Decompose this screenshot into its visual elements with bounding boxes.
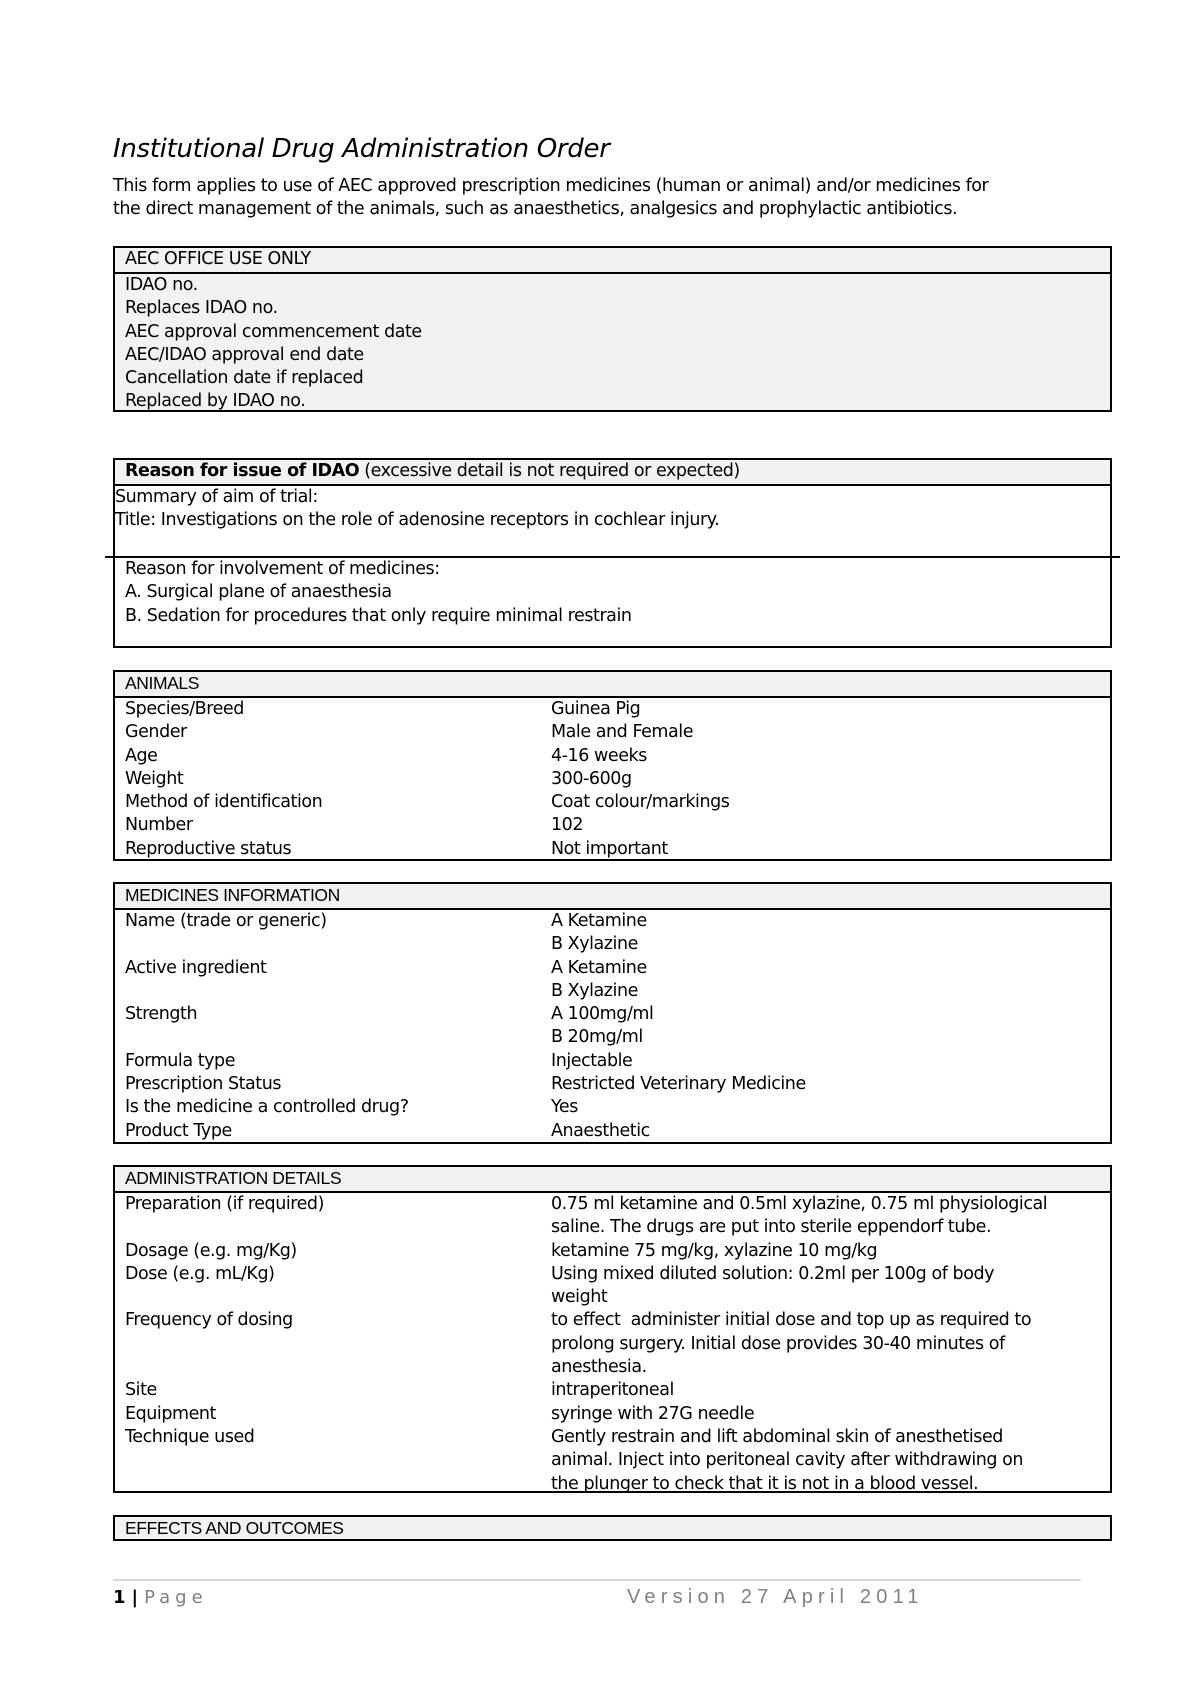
value-line: B Xylazine	[551, 934, 638, 955]
row-label: Method of identification	[125, 792, 323, 813]
administration-row	[125, 1309, 1100, 1379]
medicines-row	[125, 1050, 1100, 1073]
row-value	[551, 1263, 1100, 1310]
effects-box	[113, 1515, 1112, 1541]
row-label: Frequency of dosing	[125, 1310, 293, 1331]
summary-title: Title: Investigations on the role of adenosine receptors in cochlear injury.	[115, 510, 720, 531]
value-line: B Xylazine	[551, 980, 638, 1001]
value-line: anesthesia.	[551, 1357, 647, 1378]
value-line: weight	[551, 1287, 608, 1308]
row-value	[551, 1309, 1100, 1379]
row-value: Not important	[551, 838, 668, 859]
medicines-row	[125, 1096, 1100, 1119]
row-value: intraperitoneal	[551, 1380, 674, 1401]
row-value: 102	[551, 815, 584, 836]
value-line: A Ketamine	[551, 957, 647, 978]
row-label: Is the medicine a controlled drug?	[125, 1097, 409, 1118]
row-label: Name (trade or generic)	[125, 911, 327, 931]
medicines-box	[113, 882, 1112, 1144]
animals-row	[125, 791, 1100, 814]
page-separator: |	[131, 1587, 139, 1608]
administration-header: ADMINISTRATION DETAILS	[115, 1167, 1110, 1193]
row-label: Gender	[125, 722, 187, 743]
row-label: Reproductive status	[125, 838, 292, 859]
intro-line: This form applies to use of AEC approved prescription medicines (human or animal) and/or medicines for	[113, 176, 989, 196]
row-value: Injectable	[551, 1050, 633, 1071]
involvement-item: A. Surgical plane of anaesthesia	[125, 582, 392, 603]
effects-header: EFFECTS AND OUTCOMES	[115, 1517, 1110, 1539]
animals-row	[125, 768, 1100, 791]
intro-text	[113, 175, 1113, 221]
office-use-header: AEC OFFICE USE ONLY	[115, 248, 1110, 274]
row-value: Male and Female	[551, 722, 694, 743]
animals-rows	[115, 698, 1110, 861]
value-line: A 100mg/ml	[551, 1004, 654, 1025]
row-label: Dose (e.g. mL/Kg)	[125, 1263, 275, 1284]
row-label: Equipment	[125, 1403, 216, 1424]
involvement-section	[115, 558, 1110, 628]
value-line: saline. The drugs are put into sterile eppendorf tube.	[551, 1217, 992, 1238]
row-label: Site	[125, 1380, 157, 1401]
medicines-row	[125, 1003, 1100, 1050]
involvement-item: B. Sedation for procedures that only require minimal restrain	[125, 605, 632, 626]
intro-line: the direct management of the animals, such as anaesthetics, analgesics and prophylactic antibiotics.	[113, 199, 958, 219]
animals-row	[125, 698, 1100, 721]
medicines-row	[125, 1120, 1100, 1143]
row-label: Number	[125, 815, 193, 836]
row-label: Prescription Status	[125, 1074, 282, 1095]
administration-box	[113, 1165, 1112, 1493]
field-replaces-idao: Replaces IDAO no.	[125, 298, 278, 319]
value-line: animal. Inject into peritoneal cavity after withdrawing on	[551, 1450, 1024, 1471]
row-value: Anaesthetic	[551, 1120, 650, 1141]
row-label: Preparation (if required)	[125, 1194, 324, 1214]
value-line: 0.75 ml ketamine and 0.5ml xylazine, 0.75 ml physiological	[551, 1194, 1048, 1214]
animals-row	[125, 745, 1100, 768]
reason-header-title: Reason for issue of IDAO	[125, 461, 360, 481]
row-label: Dosage (e.g. mg/Kg)	[125, 1240, 297, 1261]
medicines-header: MEDICINES INFORMATION	[115, 884, 1110, 910]
value-line: Gently restrain and lift abdominal skin of anesthetised	[551, 1426, 1003, 1447]
row-label: Product Type	[125, 1120, 232, 1141]
field-end-date: AEC/IDAO approval end date	[125, 344, 364, 365]
footer-page-number	[113, 1587, 208, 1608]
office-use-fields	[115, 274, 1110, 414]
medicines-row	[125, 910, 1100, 957]
row-value: syringe with 27G needle	[551, 1403, 755, 1424]
animals-row	[125, 721, 1100, 744]
row-label: Formula type	[125, 1050, 236, 1071]
field-idao-no: IDAO no.	[125, 275, 198, 295]
medicines-row	[125, 1073, 1100, 1096]
administration-row	[125, 1426, 1100, 1496]
medicines-rows	[115, 910, 1110, 1143]
administration-row	[125, 1240, 1100, 1263]
animals-header: ANIMALS	[115, 672, 1110, 698]
row-value: ketamine 75 mg/kg, xylazine 10 mg/kg	[551, 1240, 878, 1261]
row-value: Restricted Veterinary Medicine	[551, 1074, 806, 1095]
row-label: Strength	[125, 1004, 198, 1025]
administration-row	[125, 1403, 1100, 1426]
row-label: Technique used	[125, 1426, 255, 1447]
page-number: 1	[113, 1587, 126, 1608]
field-cancellation-date: Cancellation date if replaced	[125, 368, 364, 389]
summary-section	[105, 486, 1120, 558]
row-value	[551, 957, 1100, 1004]
reason-box	[113, 458, 1112, 648]
field-commencement-date: AEC approval commencement date	[125, 321, 422, 342]
administration-row	[125, 1263, 1100, 1310]
row-value: Coat colour/markings	[551, 792, 730, 813]
office-use-box	[113, 246, 1112, 412]
administration-row	[125, 1379, 1100, 1402]
value-line: to effect administer initial dose and top up as required to	[551, 1310, 1032, 1331]
footer-divider	[113, 1579, 1081, 1581]
row-value: Yes	[551, 1097, 578, 1118]
animals-box	[113, 670, 1112, 861]
summary-label: Summary of aim of trial:	[115, 487, 318, 507]
row-label: Age	[125, 745, 158, 766]
value-line: prolong surgery. Initial dose provides 30-40 minutes of	[551, 1333, 1005, 1354]
field-replaced-by: Replaced by IDAO no.	[125, 391, 306, 412]
row-value	[551, 1426, 1100, 1496]
row-value: 300-600g	[551, 768, 632, 789]
document-title: Institutional Drug Administration Order	[113, 134, 610, 164]
administration-rows	[115, 1193, 1110, 1496]
reason-header	[115, 460, 1110, 486]
row-value	[551, 1003, 1100, 1050]
value-line: Using mixed diluted solution: 0.2ml per 100g of body	[551, 1263, 995, 1284]
administration-row	[125, 1193, 1100, 1240]
animals-row	[125, 838, 1100, 861]
involvement-label: Reason for involvement of medicines:	[125, 559, 440, 579]
animals-row	[125, 814, 1100, 837]
medicines-row	[125, 957, 1100, 1004]
value-line: A Ketamine	[551, 911, 647, 931]
row-value	[551, 1193, 1100, 1240]
row-value: Guinea Pig	[551, 699, 641, 719]
reason-header-note: (excessive detail is not required or expected)	[359, 461, 740, 481]
row-label: Active ingredient	[125, 957, 267, 978]
row-label: Weight	[125, 768, 184, 789]
page-label: Page	[144, 1587, 208, 1608]
row-value	[551, 910, 1100, 957]
value-line: the plunger to check that it is not in a blood vessel.	[551, 1473, 979, 1494]
footer-version: Version 27 April 2011	[627, 1586, 924, 1608]
row-label: Species/Breed	[125, 699, 244, 719]
value-line: B 20mg/ml	[551, 1027, 643, 1048]
row-value: 4-16 weeks	[551, 745, 647, 766]
